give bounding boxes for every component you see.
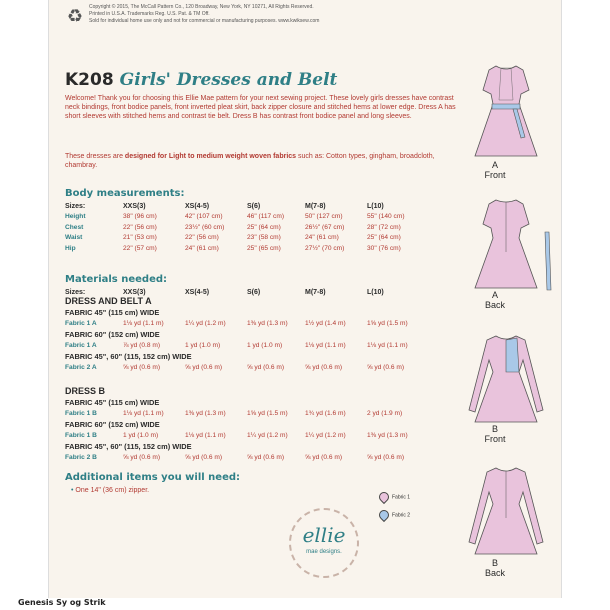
materials-table [65,362,427,373]
cell: ⅝ yd (0.6 m) [123,363,161,371]
logo-word: ellie [302,523,346,547]
materials-table [65,318,427,329]
row-label: Fabric 2 B [65,453,97,461]
body-measurements-table [65,201,427,254]
view-side: Back [484,300,505,310]
size-header: L(10) [367,202,384,210]
cell: ⅝ yd (0.6 m) [305,453,343,461]
bullet-icon: • [71,487,76,494]
cell: 22" (56 cm) [185,234,219,242]
view-side: Front [484,434,506,444]
cell: 28" (72 cm) [367,223,401,231]
cell: 2 yd (1.9 m) [367,409,403,417]
materials-table [65,452,427,463]
materials-table [65,340,427,351]
view-letter: B [491,558,498,568]
row-label: Fabric 1 A [65,319,97,327]
copyright-line: Copyright © 2015, The McCall Pattern Co., 120 Broadway, New York, NY 10271, All Rights Reserved. [89,4,314,10]
cell: 55" (140 cm) [367,213,405,221]
cell: 1⅛ yd (1.1 m) [367,341,408,349]
shop-brand: Genesis Sy og Strik [18,598,106,607]
cell: 1⅜ yd (1.3 m) [247,319,288,327]
cell: ⅞ yd (0.8 m) [123,341,161,349]
cell: 23" (58 cm) [247,234,281,242]
fabric-width-heading: FABRIC 45" (115 cm) WIDE [65,398,160,407]
table-row [65,452,427,463]
row-label: Height [65,213,86,221]
fabric-width-heading: FABRIC 45" (115 cm) WIDE [65,308,160,317]
size-header: XS(4-5) [185,202,210,210]
row-label: Waist [65,234,83,242]
dress-b-title: DRESS B [65,386,106,396]
cell: 25" (64 cm) [247,223,281,231]
table-row [65,201,427,212]
row-label: Hip [65,244,76,252]
cell: 1⅛ yd (1.1 m) [185,431,226,439]
cell: ⅝ yd (0.6 m) [247,453,285,461]
cell: ⅝ yd (0.6 m) [247,363,285,371]
size-header: L(10) [367,288,384,296]
row-label: Fabric 1 B [65,431,97,439]
cell: 1 yd (1.0 m) [185,341,221,349]
table-row [65,362,427,373]
cell: ⅝ yd (0.6 m) [367,363,405,371]
fabric-text-pre: These dresses are [65,153,125,160]
dress-b-back-illustration [461,462,551,558]
cell: 1⅜ yd (1.3 m) [367,431,408,439]
cell: 21" (53 cm) [123,234,157,242]
additional-items-title: Additional items you will need: [65,472,241,483]
size-header: M(7-8) [305,288,326,296]
view-label-a-back [465,290,525,310]
table-row [65,408,427,419]
watermark-footer [0,598,610,610]
legend-label: Fabric 1 [392,494,411,501]
table-row [65,430,427,441]
pattern-code: K208 [65,70,114,90]
cell: 30" (76 cm) [367,244,401,252]
fabric-legend-2 [379,510,410,520]
materials-title: Materials needed: [65,274,168,285]
cell: ⅝ yd (0.6 m) [367,453,405,461]
view-side: Front [484,170,506,180]
view-letter: A [491,290,498,300]
page-title [65,70,337,90]
size-header: M(7-8) [305,202,326,210]
table-row [65,222,427,233]
cell: 25" (64 cm) [367,234,401,242]
cell: 1¼ yd (1.2 m) [247,431,288,439]
size-header: XXS(3) [123,202,146,210]
cell: 26½" (67 cm) [305,223,345,231]
sizes-label: Sizes: [65,202,86,210]
cell: 24" (61 cm) [305,234,339,242]
cell: 42" (107 cm) [185,213,223,221]
cell: ⅝ yd (0.6 m) [123,453,161,461]
cell: 1¼ yd (1.2 m) [305,431,346,439]
heart-swatch-icon [377,490,391,504]
size-header: XXS(3) [123,288,146,296]
size-header: S(6) [247,288,261,296]
fabric-width-heading: FABRIC 45", 60" (115, 152 cm) WIDE [65,442,192,451]
cell: ⅝ yd (0.6 m) [305,363,343,371]
view-side: Back [484,568,505,578]
materials-table [65,430,427,441]
copyright-line: Printed in U.S.A. Trademarks Reg. U.S. Pat. & TM Off. [89,11,210,17]
view-label-a-front [465,160,525,180]
cell: 1⅛ yd (1.1 m) [305,341,346,349]
cell: 1⅛ yd (1.1 m) [123,319,164,327]
cell: 1 yd (1.0 m) [247,341,283,349]
pattern-sheet [48,0,562,598]
dress-b-front-illustration [461,330,551,426]
recycle-icon: ♻ [66,6,84,26]
cell: 1⅝ yd (1.5 m) [247,409,288,417]
copyright-block [89,4,319,25]
intro-text: Welcome! Thank you for choosing this Ellie Mae pattern for your next sewing project. These lovely girls dresses have contrast neck bindings, front bodice panels, front inverted pleat skirt, back zipper closure and stitched hems at lower edge. Dress A has short sleeves with stitched hems and contrast tie belt. Dress B has contrast front bodice panel and long sleeves. [65,95,456,120]
fabric-text-bold: designed for Light to medium weight woven fabrics [124,153,297,160]
fabric-width-heading: FABRIC 60" (152 cm) WIDE [65,330,160,339]
body-measurements-title: Body measurements: [65,188,185,199]
cell: 1¼ yd (1.2 m) [185,319,226,327]
legend-label: Fabric 2 [392,512,411,519]
row-label: Fabric 1 A [65,341,97,349]
fabric-text-post: such as: Cotton types, gingham, broadcloth, chambray. [65,153,435,169]
cell: 24" (61 cm) [185,244,219,252]
table-row [65,233,427,244]
row-label: Fabric 2 A [65,363,97,371]
sizes-label: Sizes: [65,288,86,296]
cell: 22" (57 cm) [123,244,157,252]
table-row [65,243,427,254]
size-header: S(6) [247,202,261,210]
size-header: XS(4-5) [185,288,210,296]
table-row [65,318,427,329]
cell: 1¾ yd (1.6 m) [305,409,346,417]
view-label-b-front [465,424,525,444]
cell: 46" (117 cm) [247,213,285,221]
table-row [65,340,427,351]
view-letter: A [491,160,498,170]
fabric-legend-1 [379,492,410,502]
cell: ⅝ yd (0.6 m) [185,453,223,461]
cell: 1 yd (1.0 m) [123,431,159,439]
cell: 1⅛ yd (1.1 m) [123,409,164,417]
fabric-recommendation [65,152,465,170]
table-row [65,212,427,223]
cell: 23½" (60 cm) [185,223,225,231]
cell: ⅝ yd (0.6 m) [185,363,223,371]
cell: 1½ yd (1.4 m) [305,319,346,327]
heart-swatch-icon [377,508,391,522]
cell: 27½" (70 cm) [305,244,345,252]
cell: 50" (127 cm) [305,213,343,221]
row-label: Chest [65,223,84,231]
fabric-width-heading: FABRIC 60" (152 cm) WIDE [65,420,160,429]
ellie-mae-logo [289,508,359,578]
cell: 22" (56 cm) [123,223,157,231]
cell: 38" (96 cm) [123,213,157,221]
pattern-title: Girls' Dresses and Belt [119,70,338,90]
logo-sub: mae designs. [306,549,342,555]
row-label: Fabric 1 B [65,409,97,417]
cell: 25" (65 cm) [247,244,281,252]
dress-a-front-illustration [461,60,551,160]
cell: 1⅜ yd (1.3 m) [185,409,226,417]
view-letter: B [491,424,498,434]
materials-table [65,408,427,419]
dress-a-back-illustration [461,192,561,292]
dress-a-title: DRESS AND BELT A [65,296,152,306]
cell: 1⅝ yd (1.5 m) [367,319,408,327]
additional-item [71,487,149,494]
view-label-b-back [465,558,525,578]
additional-item-text: One 14" (36 cm) zipper. [75,487,150,494]
copyright-line: Sold for individual home use only and not for commercial or manufacturing purposes. www.kwiksew.com [89,18,320,24]
fabric-width-heading: FABRIC 45", 60" (115, 152 cm) WIDE [65,352,192,361]
